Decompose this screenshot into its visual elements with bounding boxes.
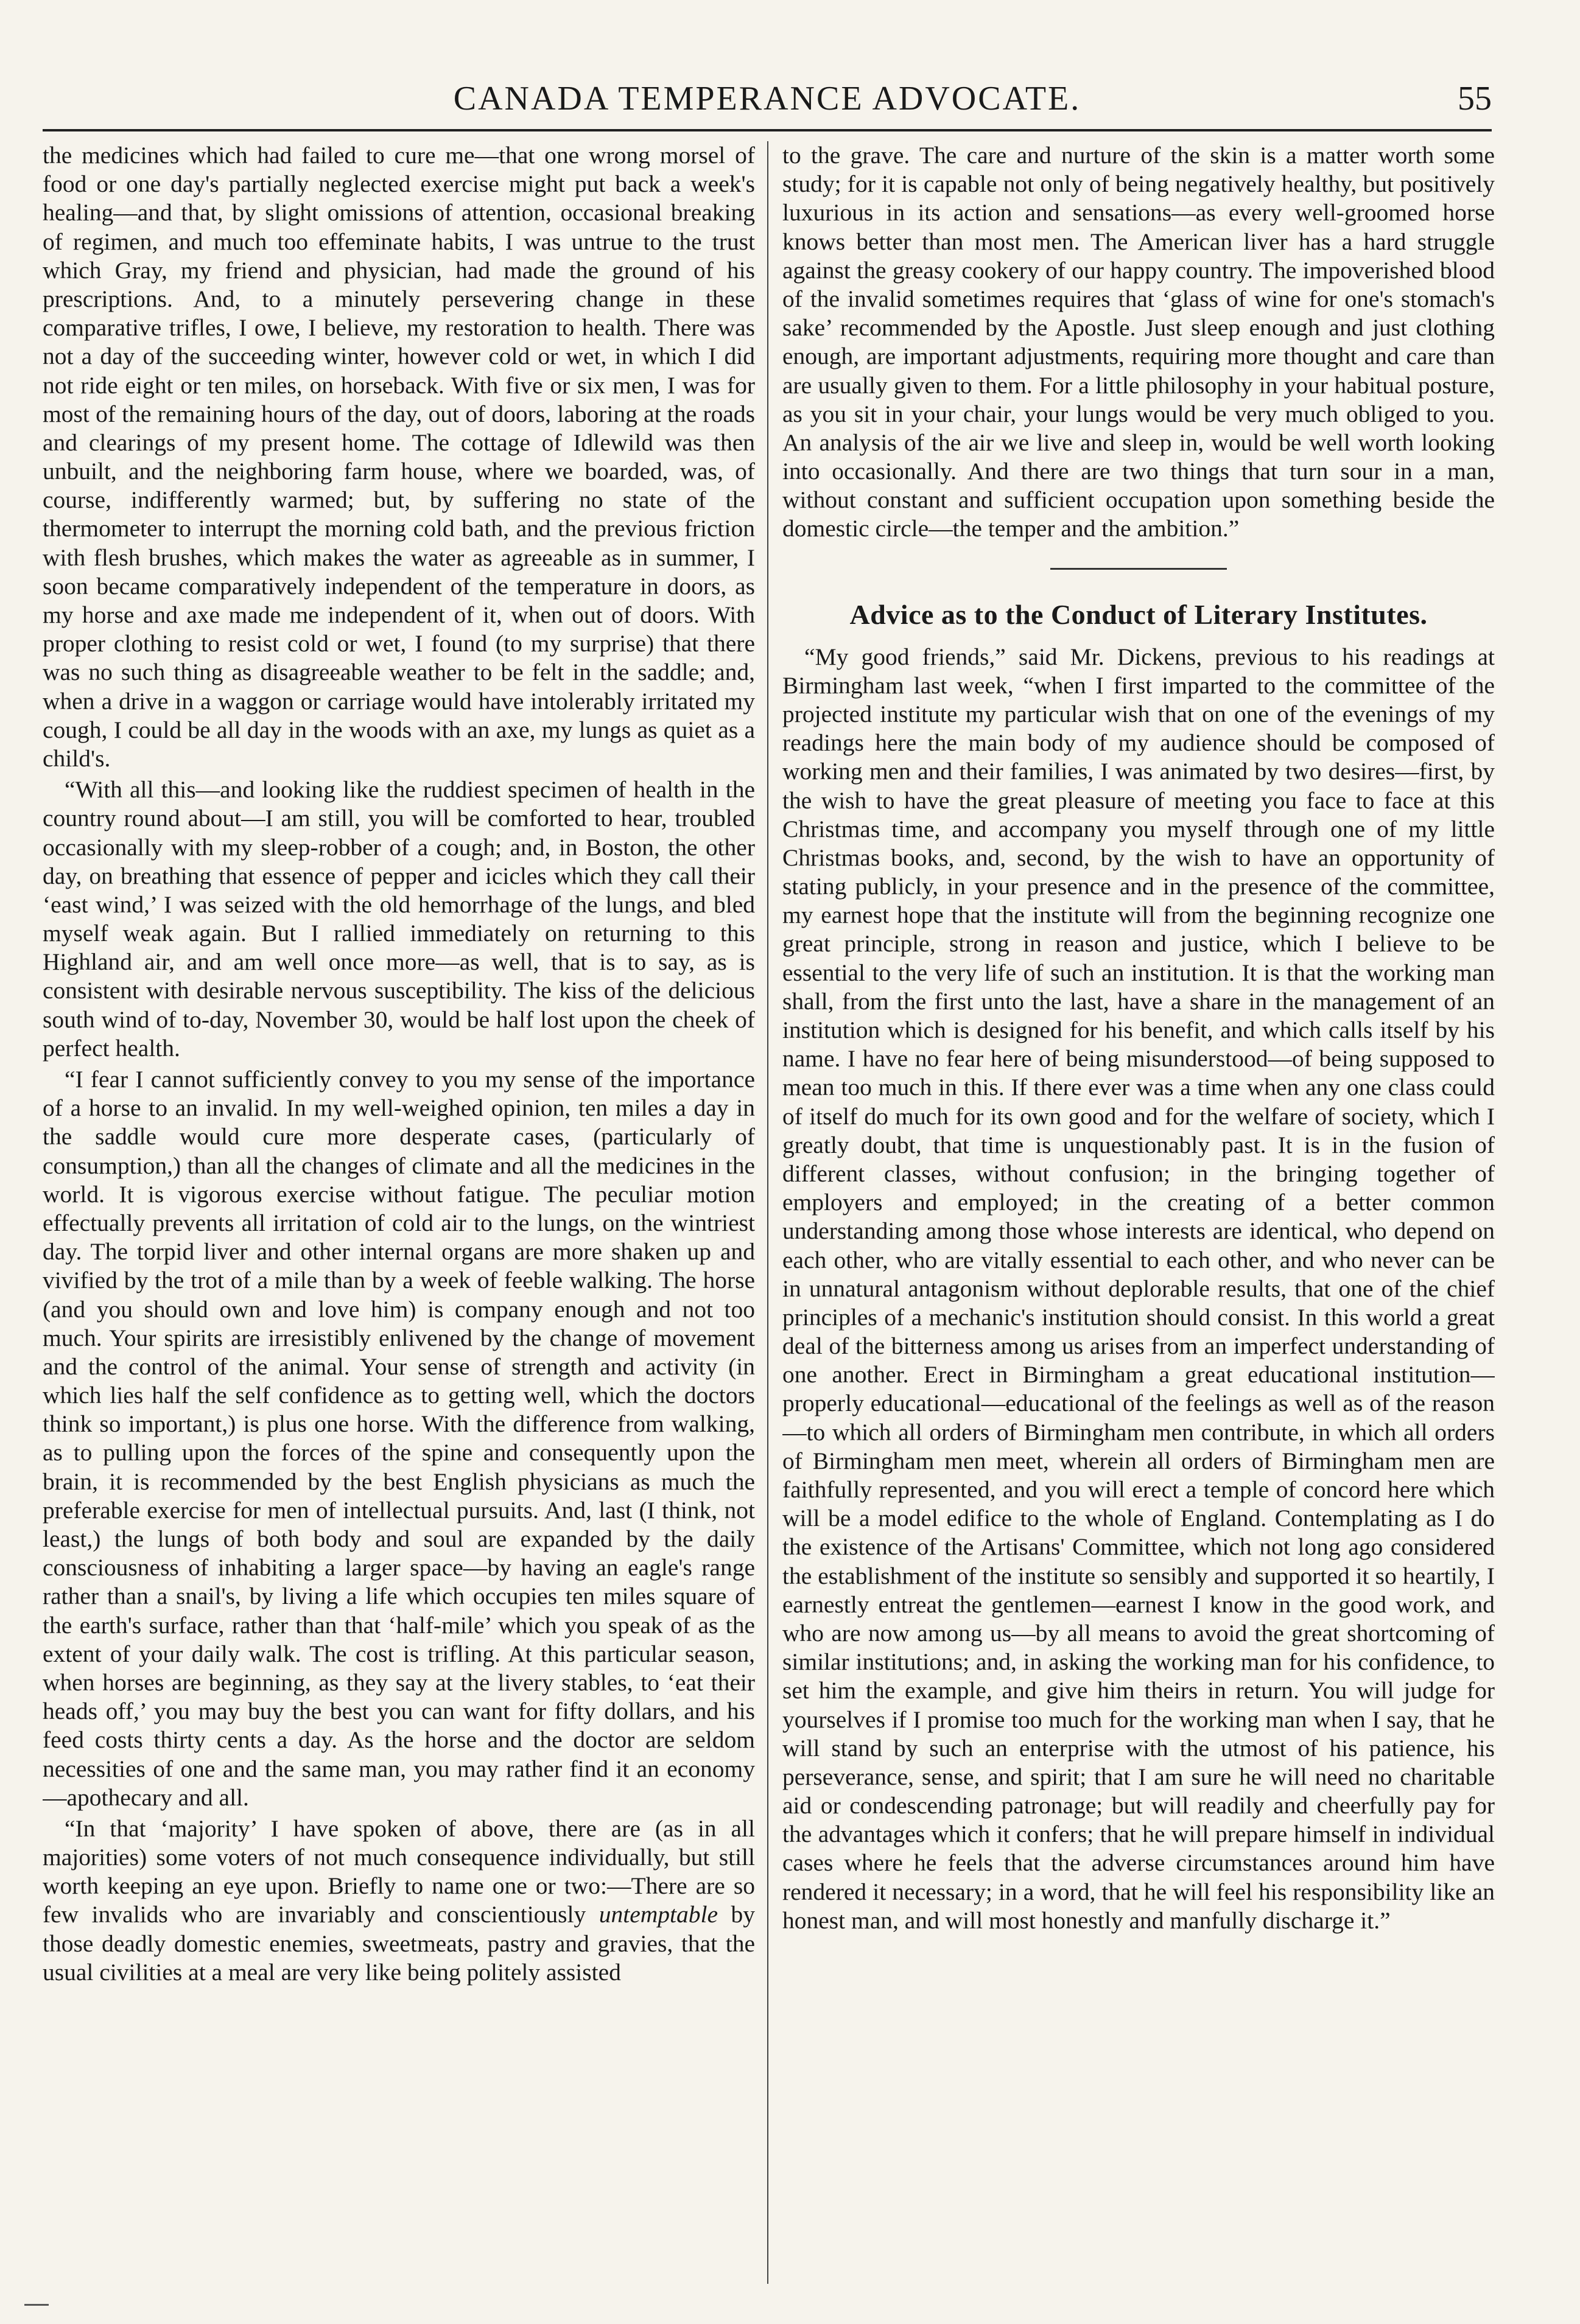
- paragraph: “With all this—and looking like the ruddiest specimen of health in the country round about—I am still, you will be comforted to hear, troubled occasionally with my sleep-robber of a cough; and, in Boston, the other day, on breathing that essence of pepper and icicles which they call their ‘east wind,’ I was seized with the old hemorrhage of the lungs, and bled myself weak again. But I rallied immediately on returning to this Highland air, and am well once more—as well, that is to say, as is consistent with desirable nervous susceptibility. The kiss of the delicious south wind of to-day, November 30, would be half lost upon the cheek of perfect health.: [43, 776, 755, 1062]
- page-header: [43, 73, 1492, 128]
- italic-word: untemptable: [599, 1901, 718, 1928]
- page-number: 55: [1458, 80, 1492, 117]
- masthead-title: CANADA TEMPERANCE ADVOCATE.: [453, 80, 1081, 117]
- left-column: [43, 141, 755, 2296]
- column-rule: [767, 141, 768, 2284]
- section-title: Advice as to the Conduct of Literary Institutes.: [849, 598, 1428, 630]
- paragraph-text: by those deadly domestic enemies, sweetmeats, pastry and gravies, that the usual civilities at a meal are very like being politely assisted: [43, 1901, 755, 1986]
- continued-paragraph: to the grave. The care and nurture of the skin is a matter worth some study; for it is capable not only of being negatively healthy, but positively luxurious in its action and sensations—as every well-groomed horse knows better than most men. The American liver has a hard struggle against the greasy cookery of our happy country. The impoverished blood of the invalid sometimes requires that ‘glass of wine for one's stomach's sake’ recommended by the Apostle. Just sleep enough and just clothing enough, are important adjustments, requiring more thought and care than are usually given to them. For a little philosophy in your habitual posture, as you sit in your chair, your lungs would be very much obliged to you. An analysis of the air we live and sleep in, would be well worth looking into occasionally. And there are two things that turn sour in a man, without constant and sufficient occupation upon something beside the domestic circle—the temper and the ambition.”: [782, 142, 1495, 542]
- article-paragraph: “My good friends,” said Mr. Dickens, previous to his readings at Birmingham last week, “when I first imparted to the committee of the projected institute my particular wish that on one of the evenings of my readings here the main body of my audience should be composed of working men and their families, I was animated by two desires—first, by the wish to have the great pleasure of meeting you face to face at this Christmas time, and accompany you myself through one of my little Christmas books, and, second, by the wish to have an opportunity of stating publicly, in your presence and in the presence of the committee, my earnest hope that the institute will from the beginning recognize one great principle, strong in reason and justice, which I believe to be essential to the very life of such an institution. It is that the working man shall, from the first unto the last, have a share in the management of an institution which is designed for his benefit, and which calls itself by his name. I have no fear here of being misunderstood—of being supposed to mean too much in this. If there ever was a time when any one class could of itself do much for its own good and for the welfare of society, which I greatly doubt, that time is unquestionably past. It is in the fusion of different classes, without confusion; in the bringing together of employers and employed; in the creating of a better common understanding among those whose interests are identical, who depend on each other, who are vitally essential to each other, and who never can be in unnatural antagonism without deplorable results, that one of the chief principles of a mechanic's institution should consist. In this world a great deal of the bitterness among us arises from an imperfect understanding of one another. Erect in Birmingham a great educational institution—properly educational—educational of the feelings as well as of the reason—to which all orders of Birmingham men contribute, in which all orders of Birmingham men meet, wherein all orders of Birmingham men are faithfully represented, and you will erect a temple of concord here which will be a model edifice to the whole of England. Contemplating as I do the existence of the Artisans' Committee, which not long ago considered the establishment of the institute so sensibly and supported it so heartily, I earnestly entreat the gentlemen—earnest I know in the good work, and who are now among us—by all means to avoid the great shortcoming of similar institutions; and, in asking the working man for his confidence, to set him the example, and give him theirs in return. You will judge for yourselves if I promise too much for the working man when I say, that he will stand by such an enterprise with the utmost of his patience, his perseverance, sense, and spirit; that I am sure he will need no charitable aid or condescending patronage; but will readily and cheerfully pay for the advantages which it confers; that he will prepare himself in individual cases where he feels that the adverse circumstances around him have rendered it necessary; in a word, that he will feel his responsibility like an honest man, and will most honestly and manfully discharge it.”: [782, 643, 1495, 1934]
- header-rule: [43, 129, 1492, 131]
- corner-mark: [24, 2304, 49, 2306]
- paragraph: the medicines which had failed to cure me—that one wrong morsel of food or one day's partially neglected exercise might put back a week's healing—and that, by slight omissions of attention, occasional breaking of regimen, and much too effeminate habits, I was untrue to the trust which Gray, my friend and physician, had made the ground of his prescriptions. And, to a minutely persevering change in these comparative trifles, I owe, I believe, my restoration to health. There was not a day of the succeeding winter, however cold or wet, in which I did not ride eight or ten miles, on horseback. With five or six men, I was for most of the remaining hours of the day, out of doors, laboring at the roads and clearings of my present home. The cottage of Idlewild was then unbuilt, and the neighboring farm house, where we boarded, was, of course, indifferently warmed; but, by suffering no state of the thermometer to interrupt the morning cold bath, and the previous friction with flesh brushes, which makes the water as agreeable as in summer, I soon became comparatively independent of the temperature in doors, as my horse and axe made me independent of it, when out of doors. With proper clothing to resist cold or wet, I found (to my surprise) that there was no such thing as disagreeable weather to be felt in the saddle; and, when a drive in a waggon or carriage would have intolerably irritated my cough, I could be all day in the woods with an axe, my lungs as quiet as a child's.: [43, 142, 755, 772]
- right-column: [782, 141, 1495, 2296]
- paragraph: [43, 1815, 755, 1987]
- paragraph-text: “In that ‘majority’ I have spoken of above, there are (as in all majorities) some voters of not much consequence individually, but still worth keeping an eye upon. Briefly to name one or two:—There are so few invalids who are invariably and conscientiously: [43, 1815, 755, 1928]
- section-divider: [782, 547, 1495, 590]
- paragraph: “I fear I cannot sufficiently convey to you my sense of the importance of a horse to an invalid. In my well-weighed opinion, ten miles a day in the saddle would cure more desperate cases, (particularly of consumption,) than all the changes of climate and all the medicines in the world. It is vigorous exercise without fatigue. The peculiar motion effectually prevents all irritation of cold air to the lungs, on the wintriest day. The torpid liver and other internal organs are more shaken up and vivified by the trot of a mile than by a week of feeble walking. The horse (and you should own and love him) is company enough and not too much. Your spirits are irresistibly enlivened by the change of movement and the control of the animal. Your sense of strength and activity (in which lies half the self confidence as to getting well, which the doctors think so important,) is plus one horse. With the difference from walking, as to pulling upon the forces of the spine and consequently upon the brain, it is recommended by the best English physicians as much the preferable exercise for men of intellectual pursuits. And, last (I think, not least,) the lungs of both body and soul are expanded by the daily consciousness of inhabiting a larger space—by having an eagle's range rather than a snail's, by living a life which occupies ten miles square of the earth's surface, rather than that ‘half-mile’ which you speak of as the extent of your daily walk. The cost is trifling. At this particular season, when horses are beginning, as they say at the livery stables, to ‘eat their heads off,’ you may buy the best you can want for fifty dollars, and his feed costs thirty cents a day. As the horse and the doctor are seldom necessities of one and the same man, you may rather find it an economy—apothecary and all.: [43, 1066, 755, 1811]
